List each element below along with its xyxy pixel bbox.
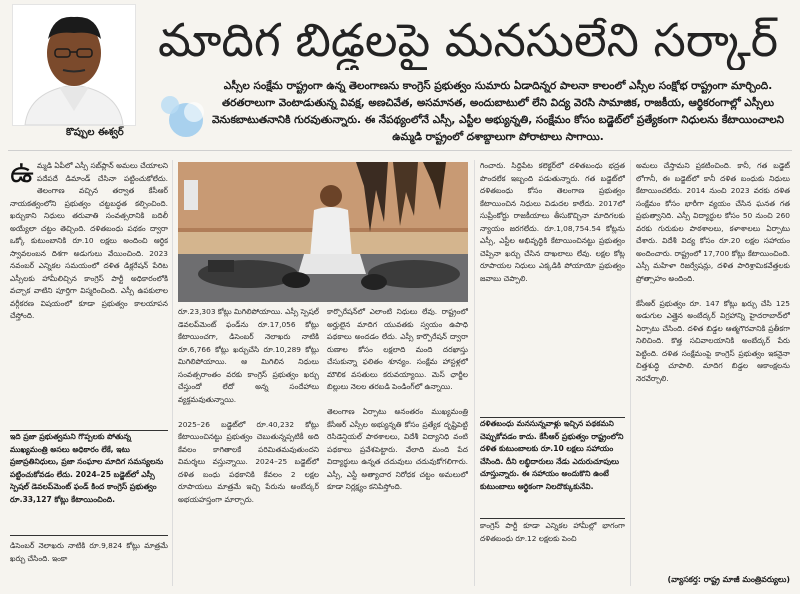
column-1-text: మ్మడి ఏపీలో ఎస్సీ సబ్‌ప్లాన్ అమలు చేయాలని పదేపదే డిమాండ్ చేసినా పట్టించుకోలేదు. తెలంగాణ వచ్చిన తర్వాత కేసీఆర్ నాయకత్వంలోని ప్రభుత్వం చట్టబద్ధత కల్పించింది. ఖర్చుకాని నిధులు తరువాతి సంవత్సరానికి బదిలీ అయ్యేలా చట్టం తెచ్చింది. దళితబంధు పథకం ద్వారా ఒక్కో కుటుంబానికి రూ.10 లక్షలు అందించి ఆర్థిక స్వావలంబన దిశగా అడుగులు వేయించింది. 2023 నవంబర్ ఎన్నికల సమయంలో దళిత డిక్లరేషన్ పేరిట ఎస్సీలకు హామీలిచ్చిన కాంగ్రెస్ పార్టీ అధికారంలోకి వచ్చాక వాటిని పూర్తిగా విస్మరించింది. ఎస్సీ ఉపకులాల వర్గీకరణ విషయంలో కూడా ప్రభుత్వం కాలయాపన చేస్తోంది. — [10, 161, 168, 320]
section-divider — [8, 150, 792, 151]
article-column-1 — [10, 160, 168, 430]
column-divider — [474, 160, 475, 586]
byline: కొప్పుల ఈశ్వర్ — [66, 127, 124, 138]
headline: మాదిగ బిడ్డలపై మనసులేని సర్కార్ — [158, 13, 779, 67]
pull-quote-1: ఇది ప్రజా ప్రభుత్వమని గొప్పలకు పోతున్న ముఖ్యమంత్రి అసలు అధికారం లేకే, ఇటు ప్రజాప్రతినిధులు, ప్రజా సంఘాల మాదిగ సమస్యలను పట్టించుకోవడం లేదు. 2024–25 బడ్జెట్‌లో ఎస్సీ స్పెషల్ డెవలప్‌మెంట్ ఫండ్ కింద కాంగ్రెస్ ప్రభుత్వం రూ.33,127 కోట్లు కేటాయించింది. — [10, 430, 168, 536]
article-column-2: రూ.23,303 కోట్లు మిగిలిపోయాయి. ఎస్సీ స్పెషల్ డెవలప్‌మెంట్ ఫండ్‌ను రూ.17,056 కోట్లు కేటాయించగా, డిసెంబర్ నెలాఖరు నాటికి రూ.6,766 కోట్లు ఖర్చుచేసి రూ.10,289 కోట్లు మిగిలిపోయాయి. ఆ మిగిలిన నిధులు సంవత్సరాంతం వరకు కాంగ్రెస్ ప్రభుత్వం ఖర్చు చేస్తుందో లేదో అన్న సందేహాలు వ్యక్తమవుతున్నాయి. 2025–26 బడ్జెట్‌లో రూ.40,232 కోట్లు కేటాయించినట్టు ప్రభుత్వం చెబుతున్నప్పటికీ అది కేవలం కాగితాలకే పరిమితమవుతుందని విమర్శలు వస్తున్నాయి. 2024–25 బడ్జెట్‌లో దళిత బంధు పథకానికి కేవలం 2 లక్షల రూపాయలు మాత్రమే ఇచ్చి పేరును అంబేద్కర్ అభయహస్తంగా మార్చారు. — [178, 307, 319, 504]
pull-quote-2: దళితబంధు మనసున్నవాళ్లు ఇచ్చిన పథకమని చెప్పుకోవడం కాదు. కేసీఆర్ ప్రభుత్వం రాష్ట్రంలోని దళిత కుటుంబాలకు రూ.10 లక్షలు సహాయం చేసింది. దీని లబ్ధిదారులు నేడు ఎదురుచూపులు చూస్తున్నారు. ఈ సహాయం అందుకొని ఉంటే కుటుంబాలు ఆర్థికంగా నిలదొక్కుకునేవి. — [480, 417, 625, 519]
author-photo — [12, 4, 136, 126]
cobbler-photo — [178, 162, 468, 302]
cobbler-photo-image — [178, 162, 468, 302]
drop-cap: ఉ — [10, 160, 34, 190]
author-note: (వ్యాసకర్త: రాష్ట్ర మాజీ మంత్రివర్యులు) — [667, 575, 790, 584]
column-divider — [630, 160, 631, 586]
article-deck: ఎస్సీల సంక్షేమ రాష్ట్రంగా ఉన్న తెలంగాణను కాంగ్రెస్ ప్రభుత్వం సుమారు ఏడాదిన్నర పాలనా కాలంలో ఎస్సీల సంక్షోభ రాష్ట్రంగా మార్చింది. తరతరాలుగా వెంటాడుతున్న వివక్ష, అణచివేత, అసమానత, అందుబాటులో లేని విద్య వెరసి సామాజిక, రాజకీయ, ఆర్థికరంగాల్లో ఎస్సీలు వెనుకబాటుతనానికి గురవుతున్నారు. ఈ నేపథ్యంలోనే ఎస్సీ, ఎస్టీల అభ్యున్నతి, సంక్షేమం కోసం బడ్జెట్‌లో ప్రత్యేకంగా నిధులను కేటాయించాలని ఉమ్మడి రాష్ట్రంలో దశాబ్దాలుగా పోరాటాలు సాగాయి. — [211, 80, 785, 143]
article-column-3: కార్పొరేషన్‌లో ఎలాంటి నిధులు లేవు. రాష్ట్రంలో అర్హులైన మాదిగ యువతకు స్వయం ఉపాధి పథకాలు అందడం లేదు. ఎస్సీ కార్పొరేషన్ ద్వారా రుణాల కోసం లక్షలాది మంది దరఖాస్తు చేసుకున్నా ఫలితం శూన్యం. సంక్షేమ హాస్టళ్లలో మౌలిక వసతులు కరువయ్యాయి. మెస్ ఛార్జీల బిల్లులు నెలల తరబడి పెండింగ్‌లో ఉన్నాయి. తెలంగాణ ఏర్పాటు అనంతరం ముఖ్యమంత్రి కేసీఆర్ ఎస్సీల అభ్యున్నతి కోసం ప్రత్యేక దృష్టిపెట్టి రెసిడెన్షియల్ పాఠశాలలు, విదేశీ విద్యానిధి వంటి పథకాలు ప్రవేశపెట్టారు. వేలాది మంది పేద విద్యార్థులు ఉన్నత చదువులు చదువుకోగలిగారు. ఎస్సీ, ఎస్టీ అత్యాచార నిరోధక చట్టం అమలులో కూడా నిర్లక్ష్యం కనిపిస్తోంది. — [327, 307, 468, 491]
column-divider — [172, 160, 173, 586]
article-column-4: గించారు. సిద్దిపేట కలెక్టర్‌లో దళితబంధు భద్రత పొందలేక ఇబ్బంది పడుతున్నారు. గత బడ్జెట్‌లో దళితబంధు కోసం తెలంగాణ ప్రభుత్వం కేటాయించిన నిధులు విడుదల కాలేదు. 2017లో సుప్రీంకోర్టు రాజకీయాలు తీసుకొచ్చినా మాదిగలకు న్యాయం జరగలేదు. రూ.1,08,754.54 కోట్లను ఎస్సీ, ఎస్టీల అభివృద్ధికి కేటాయించినట్టు ప్రభుత్వం చెప్పినా ఖర్చు చేసిన దాఖలాలు లేవు. లక్షల కోట్ల రూపాయల నిధులు ఎక్కడికి పోయాయో ప్రభుత్వం జవాబు చెప్పాలి. — [480, 161, 625, 283]
article-column-1-continued: డిసెంబర్ నెలాఖరు నాటికి రూ.9,824 కోట్లు మాత్రమే ఖర్చు చేసింది. ఇంకా — [10, 541, 168, 563]
article-column-4-continued: కాంగ్రెస్ పార్టీ కూడా ఎన్నికల హామీల్లో భాగంగా దళితబంధు రూ.12 లక్షలకు పెంచి — [480, 521, 625, 543]
author-portrait-image — [13, 5, 135, 125]
article-column-5: అమలు చేస్తామని ప్రకటించింది. కానీ, గత బడ్జెట్ లోగానీ, ఈ బడ్జెట్‌లో కానీ దళిత బంధుకు నిధులు కేటాయించలేదు. 2014 నుంచి 2023 వరకు దళిత సంక్షేమం కోసం భారీగా వ్యయం చేసిన ఘనత గత ప్రభుత్వానిది. ఎస్సీ విద్యార్థుల కోసం 50 నుంచి 260 వరకు గురుకుల పాఠశాలలు, కళాశాలలు ఏర్పాటు చేశారు. విదేశీ విద్య కోసం రూ.20 లక్షల సహాయం అందించారు. రాష్ట్రంలో 17,700 కోట్లు కేటాయించింది. ఎస్సీ మహిళా రిజర్వేషన్లు, దళిత పారిశ్రామికవేత్తలకు ప్రోత్సాహం అందింది. కేసీఆర్ ప్రభుత్వం రూ. 147 కోట్లు ఖర్చు చేసి 125 అడుగుల ఎత్తైన అంబేద్కర్ విగ్రహాన్ని హైదరాబాద్‌లో ఏర్పాటు చేసింది. దళిత బిడ్డల ఆత్మగౌరవానికి ప్రతీకగా నిలిచింది. కొత్త సచివాలయానికి అంబేద్కర్ పేరు పెట్టింది. దళిత సంక్షేమంపై కాంగ్రెస్ ప్రభుత్వం ఇకనైనా చిత్తశుద్ధి చూపాలి. మాదిగ బిడ్డల ఆకాంక్షలను నెరవేర్చాలి. — [636, 161, 790, 383]
